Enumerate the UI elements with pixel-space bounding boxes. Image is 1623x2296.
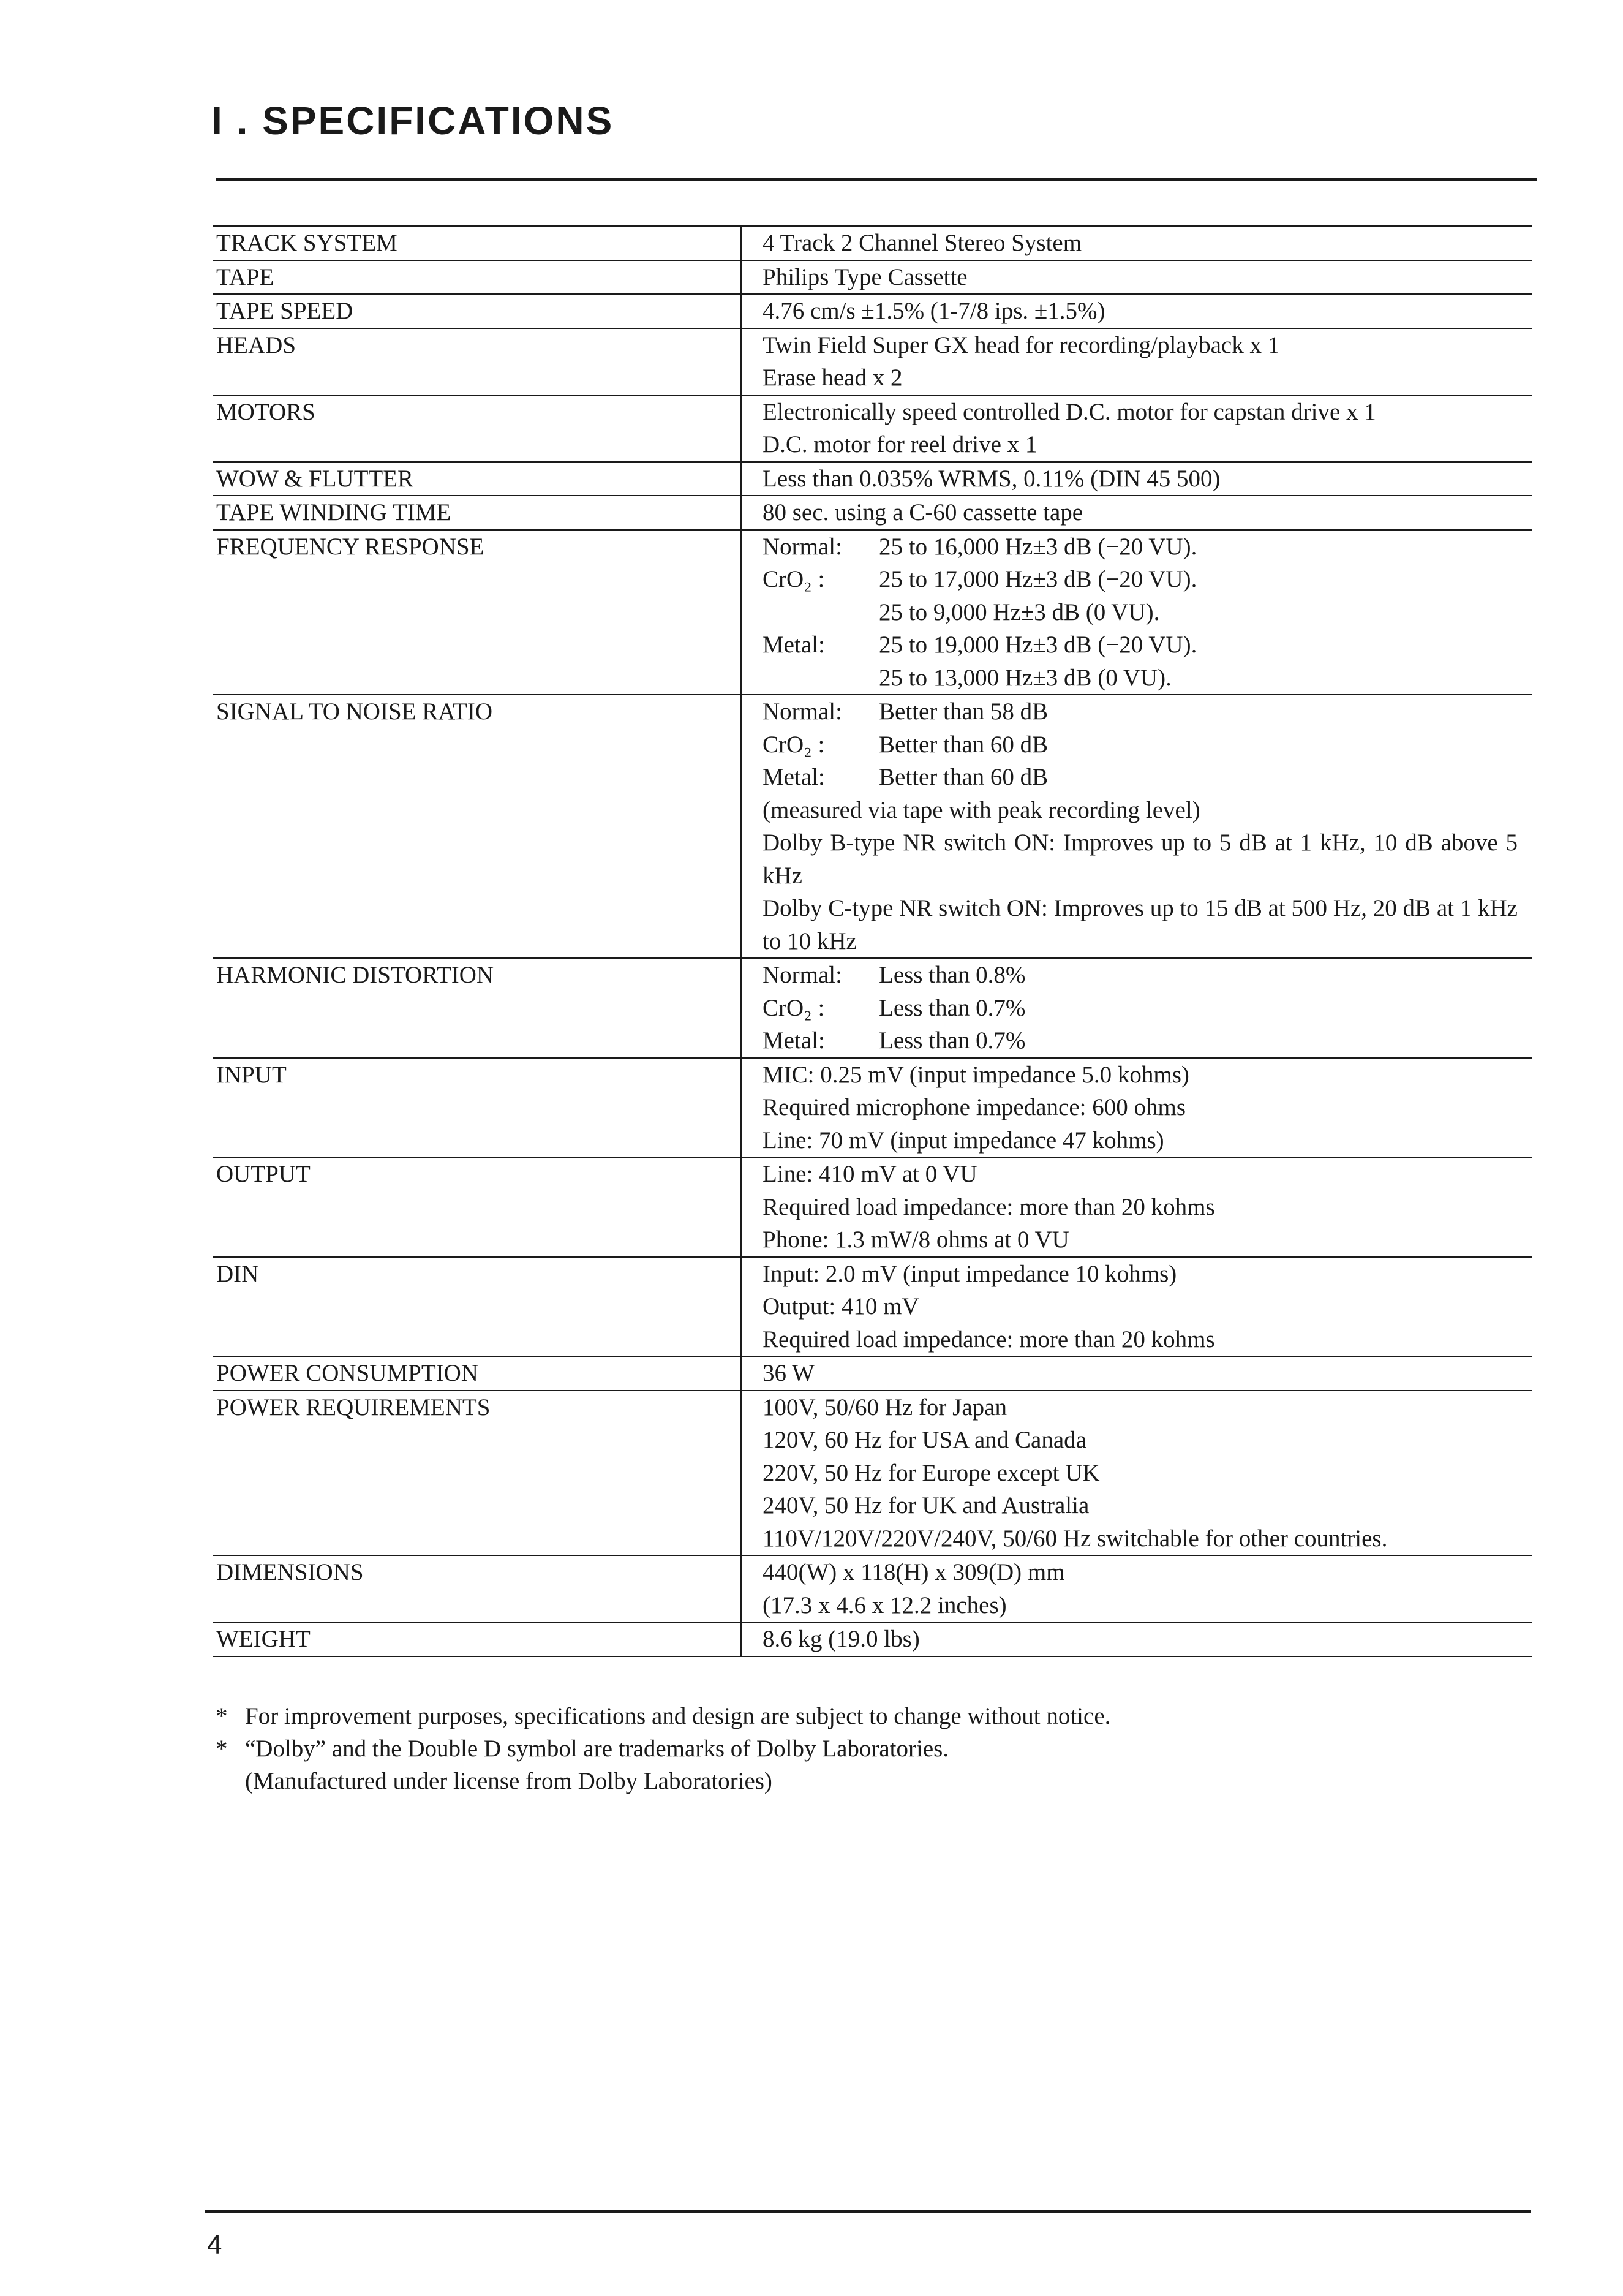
spec-value-line: Input: 2.0 mV (input impedance 10 kohms) bbox=[763, 1260, 1177, 1287]
footnote bbox=[216, 1732, 1538, 1765]
spec-value bbox=[741, 1622, 1532, 1656]
spec-value-line: (measured via tape with peak recording level) bbox=[763, 796, 1200, 823]
spec-value-line: Twin Field Super GX head for recording/playback x 1 bbox=[763, 331, 1280, 358]
spec-value bbox=[741, 1356, 1532, 1391]
spec-value-line: Dolby C-type NR switch ON: Improves up to 15 dB at 500 Hz, 20 dB at 1 kHz to 10 kHz bbox=[763, 895, 1518, 954]
spec-value-text: Better than 58 dB bbox=[879, 698, 1049, 725]
tape-type-label: CrO₂ : bbox=[763, 994, 825, 1021]
spec-value-line bbox=[763, 1024, 1532, 1057]
spec-value-line: (17.3 x 4.6 x 12.2 inches) bbox=[763, 1592, 1007, 1618]
spec-value-line: Electronically speed controlled D.C. motor for capstan drive x 1 bbox=[763, 398, 1376, 425]
spec-value-text: Less than 0.8% bbox=[879, 962, 1026, 988]
spec-label: OUTPUT bbox=[213, 1157, 741, 1257]
spec-row bbox=[213, 958, 1532, 1058]
spec-label: FREQUENCY RESPONSE bbox=[213, 530, 741, 695]
spec-value-text: Less than 0.7% bbox=[879, 994, 1026, 1021]
spec-value-line: 36 W bbox=[763, 1360, 815, 1386]
spec-value-text: 25 to 17,000 Hz±3 dB (−20 VU). bbox=[879, 566, 1197, 592]
tape-type-label: Normal: bbox=[763, 698, 842, 725]
spec-row bbox=[213, 226, 1532, 260]
spec-value-line: D.C. motor for reel drive x 1 bbox=[763, 431, 1037, 458]
spec-value bbox=[741, 395, 1532, 462]
spec-label: DIMENSIONS bbox=[213, 1555, 741, 1622]
spec-value-line: Line: 410 mV at 0 VU bbox=[763, 1161, 977, 1187]
page-number: 4 bbox=[207, 2230, 222, 2260]
spec-label: INPUT bbox=[213, 1058, 741, 1158]
spec-value-text: Better than 60 dB bbox=[879, 764, 1049, 790]
spec-label: TRACK SYSTEM bbox=[213, 226, 741, 260]
footnote-text: (Manufactured under license from Dolby Laboratories) bbox=[245, 1768, 772, 1794]
spec-label: SIGNAL TO NOISE RATIO bbox=[213, 695, 741, 958]
spec-value-line: 100V, 50/60 Hz for Japan bbox=[763, 1394, 1007, 1421]
spec-row bbox=[213, 496, 1532, 530]
spec-value bbox=[741, 328, 1532, 395]
spec-value-line: Phone: 1.3 mW/8 ohms at 0 VU bbox=[763, 1226, 1069, 1253]
spec-value bbox=[741, 1058, 1532, 1158]
spec-row bbox=[213, 1391, 1532, 1556]
tape-type-label: CrO₂ : bbox=[763, 731, 825, 758]
spec-value-line: Line: 70 mV (input impedance 47 kohms) bbox=[763, 1127, 1164, 1154]
spec-value-line bbox=[763, 563, 1532, 596]
spec-value-line: 120V, 60 Hz for USA and Canada bbox=[763, 1427, 1086, 1453]
spec-value-text: Better than 60 dB bbox=[879, 731, 1049, 758]
spec-value-line: 4.76 cm/s ±1.5% (1-7/8 ips. ±1.5%) bbox=[763, 298, 1105, 324]
tape-type-label: CrO₂ : bbox=[763, 566, 825, 592]
spec-value-line: MIC: 0.25 mV (input impedance 5.0 kohms) bbox=[763, 1061, 1189, 1088]
spec-value-line bbox=[763, 728, 1532, 761]
tape-type-label: Metal: bbox=[763, 764, 825, 790]
page-title: I . SPECIFICATIONS bbox=[211, 99, 614, 143]
spec-value bbox=[741, 530, 1532, 695]
spec-row bbox=[213, 1555, 1532, 1622]
spec-value-line: Erase head x 2 bbox=[763, 364, 903, 391]
spec-value-text: 25 to 9,000 Hz±3 dB (0 VU). bbox=[879, 599, 1160, 625]
spec-value bbox=[741, 496, 1532, 530]
spec-value bbox=[741, 1157, 1532, 1257]
spec-value bbox=[741, 294, 1532, 328]
spec-row bbox=[213, 1157, 1532, 1257]
spec-value-line: 220V, 50 Hz for Europe except UK bbox=[763, 1459, 1100, 1486]
spec-value bbox=[741, 260, 1532, 295]
spec-value-line: Required microphone impedance: 600 ohms bbox=[763, 1094, 1186, 1120]
spec-row bbox=[213, 462, 1532, 496]
spec-value bbox=[741, 1555, 1532, 1622]
spec-value-line bbox=[763, 629, 1532, 662]
spec-value-line bbox=[763, 662, 1532, 695]
spec-value-line: 240V, 50 Hz for UK and Australia bbox=[763, 1492, 1090, 1519]
spec-value-line: 80 sec. using a C-60 cassette tape bbox=[763, 499, 1083, 526]
spec-row bbox=[213, 1356, 1532, 1391]
footer-rule bbox=[205, 2210, 1531, 2213]
spec-label: HARMONIC DISTORTION bbox=[213, 958, 741, 1058]
spec-value-text: 25 to 19,000 Hz±3 dB (−20 VU). bbox=[879, 632, 1197, 658]
footnote bbox=[216, 1700, 1538, 1732]
spec-label: DIN bbox=[213, 1257, 741, 1357]
footnote-marker: * bbox=[216, 1703, 228, 1729]
spec-value-line bbox=[763, 531, 1532, 564]
spec-label: HEADS bbox=[213, 328, 741, 395]
spec-value-line: Output: 410 mV bbox=[763, 1293, 919, 1320]
spec-label: TAPE SPEED bbox=[213, 294, 741, 328]
spec-value-line: 440(W) x 118(H) x 309(D) mm bbox=[763, 1559, 1065, 1585]
spec-row bbox=[213, 395, 1532, 462]
spec-value bbox=[741, 1391, 1532, 1556]
spec-value-line: 4 Track 2 Channel Stereo System bbox=[763, 230, 1082, 256]
spec-value-line: Dolby B-type NR switch ON: Improves up to 5 dB at 1 kHz, 10 dB above 5 kHz bbox=[763, 829, 1518, 889]
spec-value bbox=[741, 226, 1532, 260]
spec-label: WOW & FLUTTER bbox=[213, 462, 741, 496]
footnote bbox=[216, 1765, 1538, 1797]
spec-row bbox=[213, 294, 1532, 328]
spec-row bbox=[213, 260, 1532, 295]
spec-value-line: Philips Type Cassette bbox=[763, 263, 968, 290]
spec-row bbox=[213, 1257, 1532, 1357]
title-rule bbox=[216, 178, 1537, 181]
tape-type-label: Metal: bbox=[763, 1027, 825, 1054]
spec-value-line bbox=[763, 959, 1532, 992]
spec-value-text: Less than 0.7% bbox=[879, 1027, 1026, 1054]
footnote-marker: * bbox=[216, 1735, 228, 1762]
tape-type-label: Normal: bbox=[763, 533, 842, 560]
spec-value-line bbox=[763, 992, 1532, 1025]
footnote-text: “Dolby” and the Double D symbol are trademarks of Dolby Laboratories. bbox=[245, 1735, 949, 1762]
spec-value-line: 110V/120V/220V/240V, 50/60 Hz switchable for other countries. bbox=[763, 1525, 1388, 1552]
specifications-table-body bbox=[213, 226, 1532, 1656]
spec-row bbox=[213, 1622, 1532, 1656]
spec-label: WEIGHT bbox=[213, 1622, 741, 1656]
spec-value-line: Required load impedance: more than 20 kohms bbox=[763, 1326, 1215, 1353]
spec-label: POWER REQUIREMENTS bbox=[213, 1391, 741, 1556]
spec-value-text: 25 to 13,000 Hz±3 dB (0 VU). bbox=[879, 664, 1172, 691]
spec-row bbox=[213, 328, 1532, 395]
spec-row bbox=[213, 1058, 1532, 1158]
footnote-text: For improvement purposes, specifications and design are subject to change without notice. bbox=[245, 1703, 1111, 1729]
spec-value bbox=[741, 958, 1532, 1058]
tape-type-label: Metal: bbox=[763, 632, 825, 658]
spec-value-line: 8.6 kg (19.0 lbs) bbox=[763, 1626, 920, 1652]
spec-value-line: Less than 0.035% WRMS, 0.11% (DIN 45 500) bbox=[763, 465, 1221, 492]
tape-type-label: Normal: bbox=[763, 962, 842, 988]
spec-row bbox=[213, 695, 1532, 958]
spec-label: POWER CONSUMPTION bbox=[213, 1356, 741, 1391]
footnotes bbox=[216, 1700, 1538, 1797]
specifications-table bbox=[213, 225, 1532, 1657]
spec-value bbox=[741, 462, 1532, 496]
spec-label: MOTORS bbox=[213, 395, 741, 462]
spec-label: TAPE bbox=[213, 260, 741, 295]
spec-label: TAPE WINDING TIME bbox=[213, 496, 741, 530]
spec-value-text: 25 to 16,000 Hz±3 dB (−20 VU). bbox=[879, 533, 1197, 560]
spec-row bbox=[213, 530, 1532, 695]
spec-value-line bbox=[763, 596, 1532, 629]
spec-value bbox=[741, 1257, 1532, 1357]
spec-value-line bbox=[763, 761, 1532, 794]
spec-value-line bbox=[763, 695, 1532, 728]
spec-value-line: Required load impedance: more than 20 kohms bbox=[763, 1193, 1215, 1220]
spec-value bbox=[741, 695, 1532, 958]
